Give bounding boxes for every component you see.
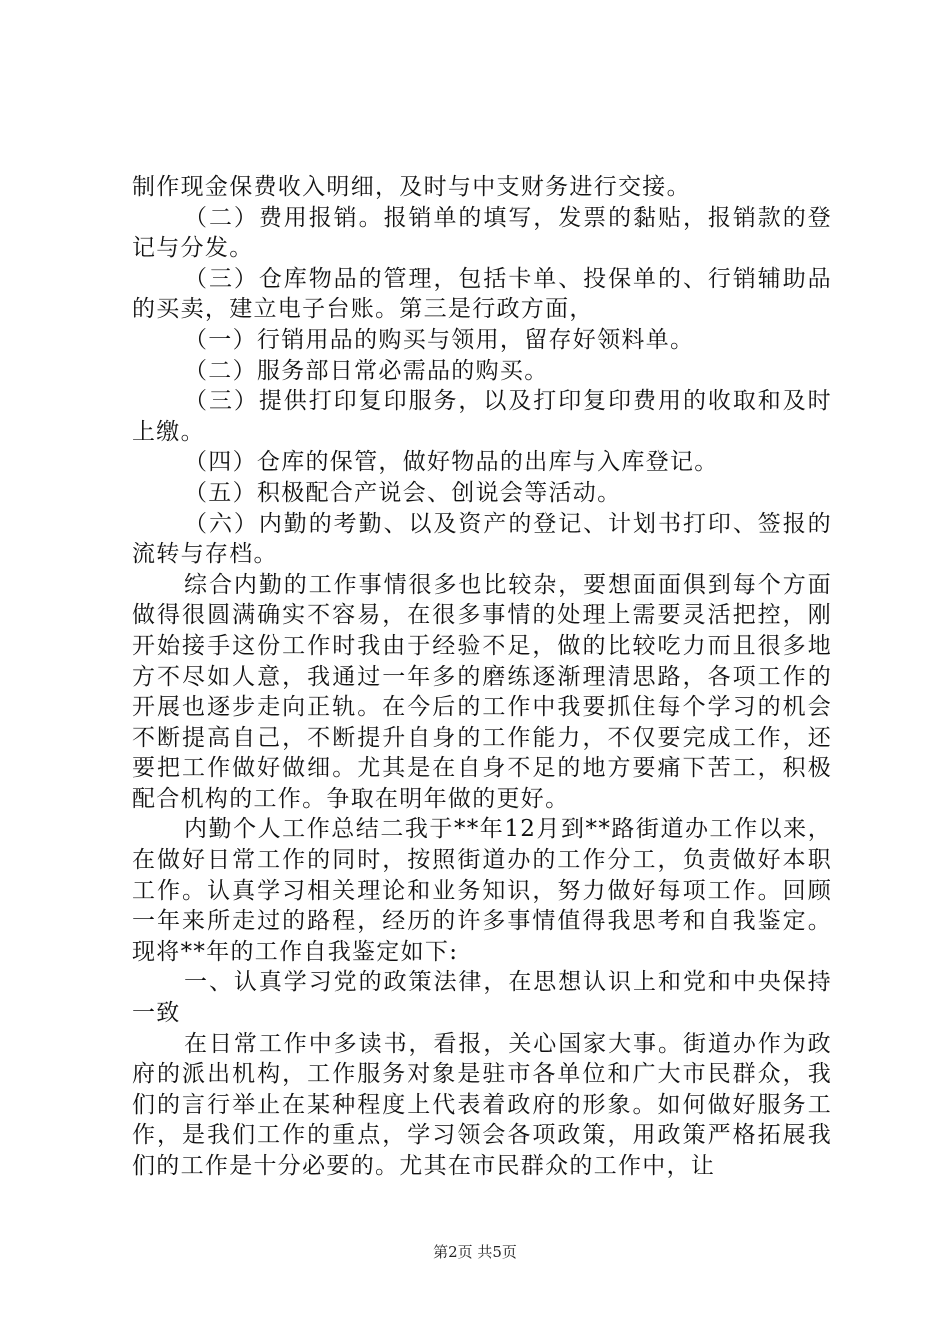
- page-number-footer: 第2页 共5页: [433, 1243, 517, 1261]
- paragraph-item-expense-reimbursement: （二）费用报销。报销单的填写，发票的黏贴，报销款的登记与分发。: [132, 204, 832, 262]
- paragraph-item-warehouse-management: （三）仓库物品的管理，包括卡单、投保单的、行销辅助品的买卖，建立电子台账。第三是行政方面，: [132, 265, 832, 323]
- paragraph-item-daily-necessities: （二）服务部日常必需品的购买。: [184, 357, 549, 384]
- paragraph-item-attendance-assets: （六）内勤的考勤、以及资产的登记、计划书打印、签报的流转与存档。: [132, 510, 832, 568]
- paragraph-item-events: （五）积极配合产说会、创说会等活动。: [184, 479, 622, 506]
- paragraph-continuation: 制作现金保费收入明细，及时与中支财务进行交接。: [132, 174, 691, 200]
- section-heading: 一、认真学习党的政策法律，在思想认识上和党和中央保持一致: [132, 969, 832, 1027]
- paragraph-second-summary-intro: 内勤个人工作总结二我于**年12月到**路街道办工作以来，在做好日常工作的同时，按照街道办的工作分工，负责做好本职工作。认真学习相关理论和业务知识，努力做好每项工作。回顾一年来所走过的路程，经历的许多事情值得我思考和自我鉴定。现将**年的工作自我鉴定如下:: [132, 816, 832, 965]
- paragraph-item-warehouse-custody: （四）仓库的保管，做好物品的出库与入库登记。: [184, 449, 719, 476]
- paragraph-daily-study: 在日常工作中多读书，看报，关心国家大事。街道办作为政府的派出机构，工作服务对象是驻市各单位和广大市民群众，我们的言行举止在某种程度上代表着政府的形象。如何做好服务工作，是我们工作的重点，学习领会各项政策，用政策严格拓展我们的工作是十分必要的。尤其在市民群众的工作中，让: [132, 1030, 832, 1179]
- paragraph-item-marketing-supplies: （一）行销用品的购买与领用，留存好领料单。: [184, 326, 695, 353]
- paragraph-summary: 综合内勤的工作事情很多也比较杂，要想面面俱到每个方面做得很圆满确实不容易，在很多事情的处理上需要灵活把控，刚开始接手这份工作时我由于经验不足，做的比较吃力而且很多地方不尽如人意，我通过一年多的磨练逐渐理清思路，各项工作的开展也逐步走向正轨。在今后的工作中我要抓住每个学习的机会不断提高自己，不断提升自身的工作能力，不仅要完成工作，还要把工作做好做细。尤其是在自身不足的地方要痛下苦工，积极配合机构的工作。争取在明年做的更好。: [132, 571, 832, 812]
- paragraph-item-printing-service: （三）提供打印复印服务，以及打印复印费用的收取和及时上缴。: [132, 388, 832, 445]
- document-body: [132, 172, 832, 1182]
